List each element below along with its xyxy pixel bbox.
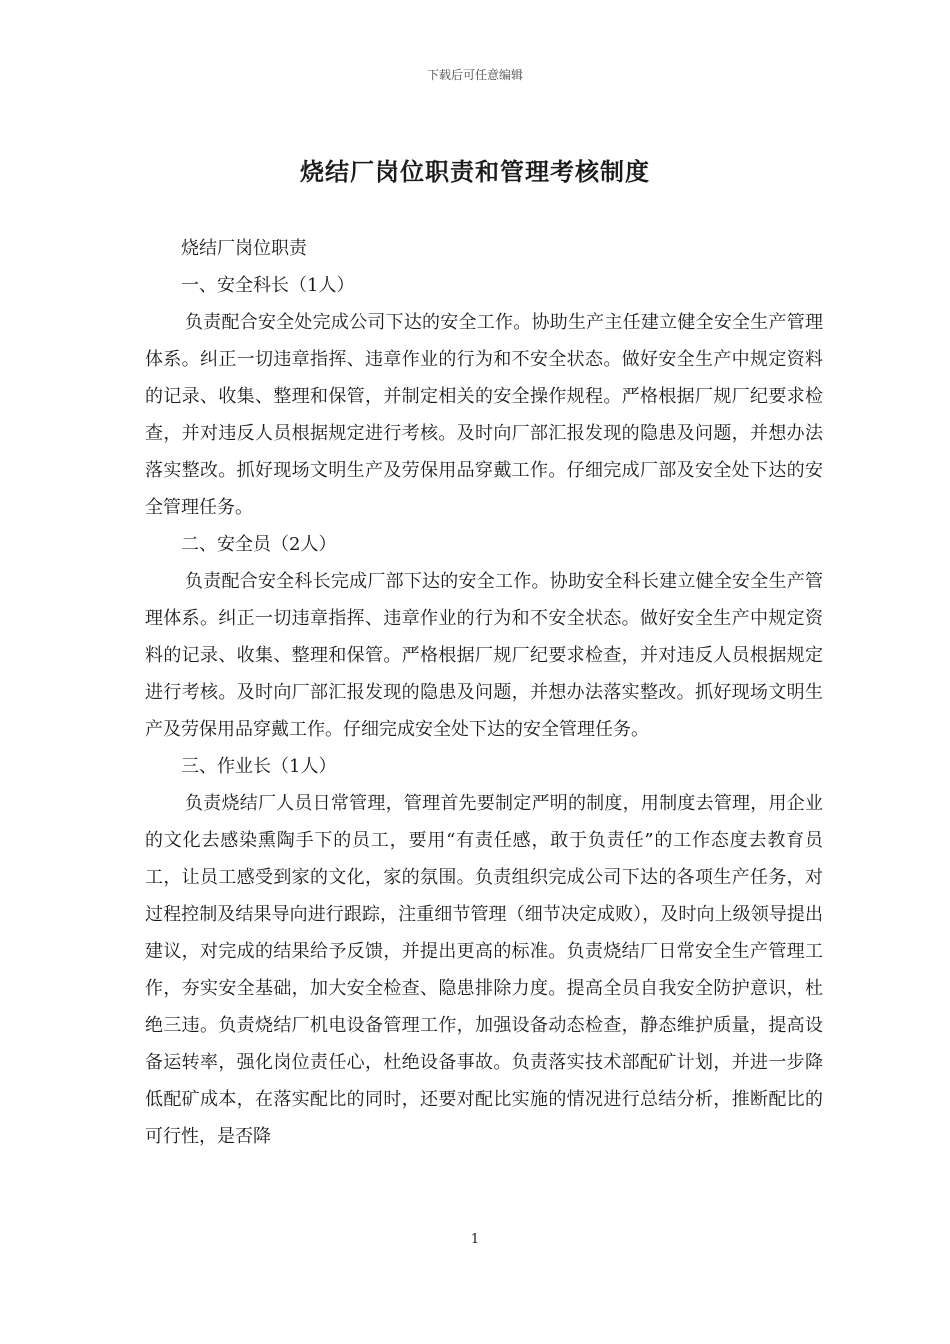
page-number: 1: [470, 1232, 480, 1247]
item-body-work-leader: 负责烧结厂人员日常管理，管理首先要制定严明的制度，用制度去管理，用企业的文化去感染熏陶手下的员工，要用“有责任感，敢于负责任”的工作态度去教育员工，让员工感受到家的文化，家的氛围。负责组织完成公司下达的各项生产任务，对过程控制及结果导向进行跟踪，注重细节管理（细节决定成败），及时向上级领导提出建议，对完成的结果给予反馈，并提出更高的标准。负责烧结厂日常安全生产管理工作，夯实安全基础，加大安全检查、隐患排除力度。提高全员自我安全防护意识，杜绝三违。负责烧结厂机电设备管理工作，加强设备动态检查，静态维护质量，提高设备运转率，强化岗位责任心，杜绝设备事故。负责落实技术部配矿计划，并进一步降低配矿成本，在落实配比的同时，还要对配比实施的情况进行总结分析，推断配比的可行性，是否降: [145, 793, 823, 1147]
document-body: [145, 230, 823, 1155]
item-heading-work-leader: 三、作业长（1人）: [181, 756, 337, 777]
item-heading-safety-chief: 一、安全科长（1人）: [181, 275, 355, 296]
item-heading-safety-officer: 二、安全员（2人）: [181, 534, 337, 555]
page-header-note: 下载后可任意编辑: [426, 68, 523, 82]
item-body-safety-officer: 负责配合安全科长完成厂部下达的安全工作。协助安全科长建立健全安全生产管理体系。纠正一切违章指挥、违章作业的行为和不安全状态。做好安全生产中规定资料的记录、收集、整理和保管。严格根据厂规厂纪要求检查，并对违反人员根据规定进行考核。及时向厂部汇报发现的隐患及问题，并想办法落实整改。抓好现场文明生产及劳保用品穿戴工作。仔细完成安全处下达的安全管理任务。: [145, 571, 823, 740]
section-title: 烧结厂岗位职责: [181, 238, 307, 259]
item-body-safety-chief: 负责配合安全处完成公司下达的安全工作。协助生产主任建立健全安全生产管理体系。纠正一切违章指挥、违章作业的行为和不安全状态。做好安全生产中规定资料的记录、收集、整理和保管，并制定相关的安全操作规程。严格根据厂规厂纪要求检查，并对违反人员根据规定进行考核。及时向厂部汇报发现的隐患及问题，并想办法落实整改。抓好现场文明生产及劳保用品穿戴工作。仔细完成厂部及安全处下达的安全管理任务。: [145, 312, 823, 518]
document-title: 烧结厂岗位职责和管理考核制度: [300, 157, 650, 186]
